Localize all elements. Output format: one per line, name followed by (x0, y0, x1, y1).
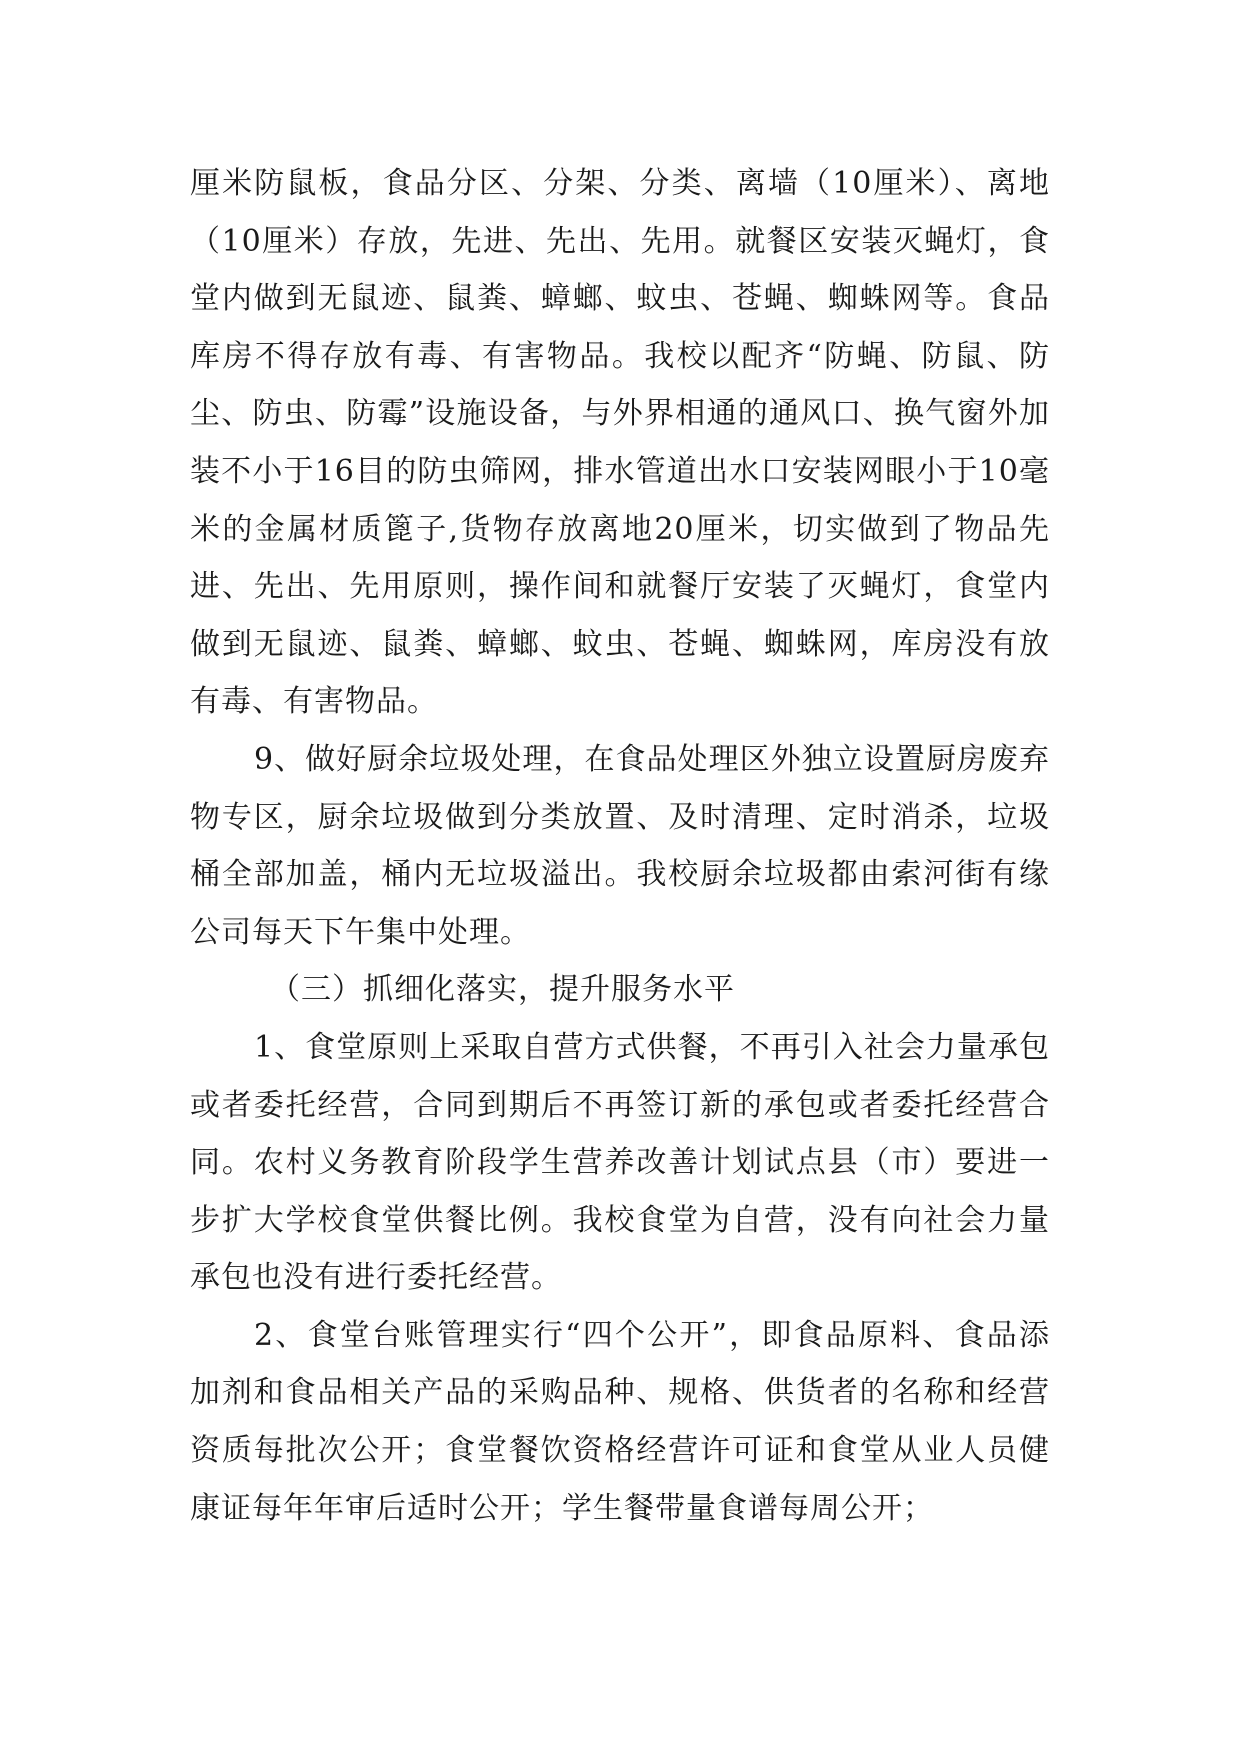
paragraph-item-9: 9、做好厨余垃圾处理，在食品处理区外独立设置厨房废弃物专区，厨余垃圾做到分类放置、及时清理、定时消杀，垃圾桶全部加盖，桶内无垃圾溢出。我校厨余垃圾都由索河街有缘公司每天下午集中处理。 (190, 741, 1050, 950)
document-body (190, 155, 1050, 1537)
section-heading-3: （三）抓细化落实，提升服务水平 (270, 972, 735, 1008)
paragraph-continuation: 厘米防鼠板，食品分区、分架、分类、离墙（10厘米）、离地（10厘米）存放，先进、先出、先用。就餐区安装灭蝇灯，食堂内做到无鼠迹、鼠粪、蟑螂、蚊虫、苍蝇、蜘蛛网等。食品库房不得存放有毒、有害物品。我校以配齐“防蝇、防鼠、防尘、防虫、防霉”设施设备，与外界相通的通风口、换气窗外加装不小于16目的防虫筛网，排水管道出水口安装网眼小于10毫米的金属材质篦子,货物存放离地20厘米，切实做到了物品先进、先出、先用原则，操作间和就餐厅安装了灭蝇灯，食堂内做到无鼠迹、鼠粪、蟑螂、蚊虫、苍蝇、蜘蛛网，库房没有放有毒、有害物品。 (190, 166, 1050, 720)
paragraph-item-2: 2、食堂台账管理实行“四个公开”，即食品原料、食品添加剂和食品相关产品的采购品种、规格、供货者的名称和经营资质每批次公开；食堂餐饮资格经营许可证和食堂从业人员健康证每年年审后适时公开；学生餐带量食谱每周公开； (190, 1317, 1050, 1526)
paragraph-item-1: 1、食堂原则上采取自营方式供餐，不再引入社会力量承包或者委托经营，合同到期后不再签订新的承包或者委托经营合同。农村义务教育阶段学生营养改善计划试点县（市）要进一步扩大学校食堂供餐比例。我校食堂为自营，没有向社会力量承包也没有进行委托经营。 (190, 1029, 1050, 1296)
